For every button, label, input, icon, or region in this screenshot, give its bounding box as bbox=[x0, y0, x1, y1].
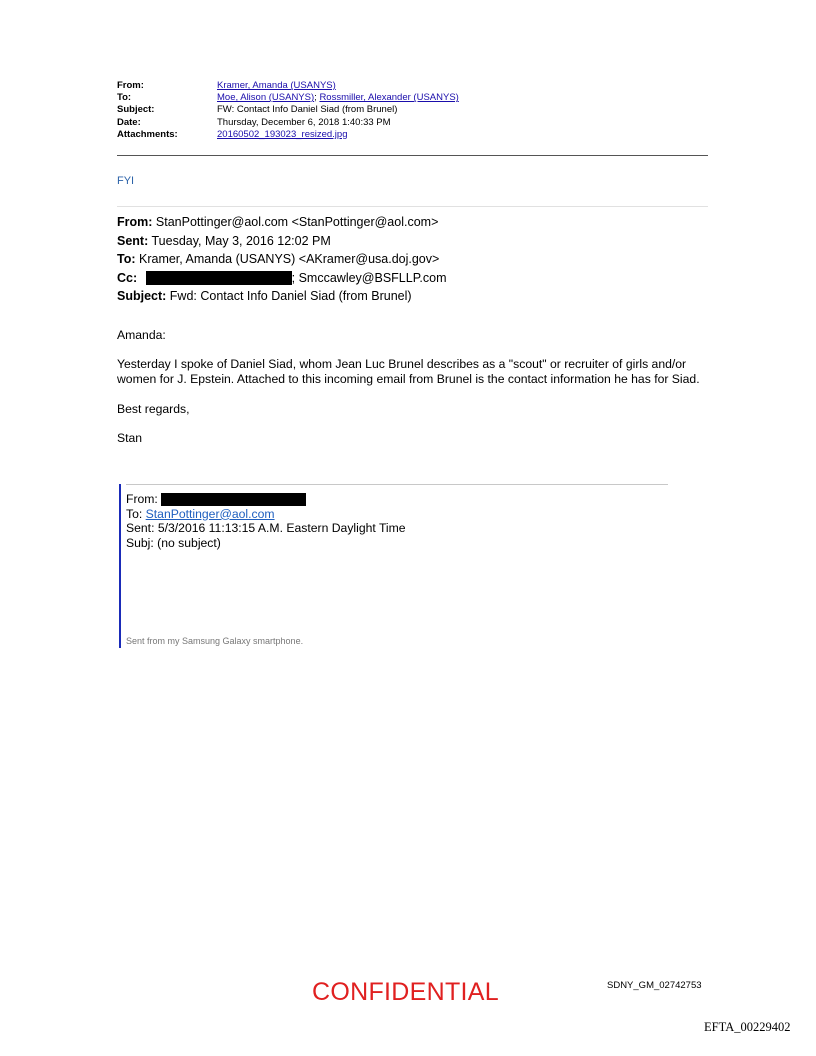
to-link-1[interactable]: Moe, Alison (USANYS) bbox=[217, 92, 315, 104]
fwd-to-label: To: bbox=[117, 252, 136, 267]
email-header bbox=[117, 80, 707, 141]
fwd-to-row bbox=[117, 250, 447, 269]
attachments-label: Attachments: bbox=[117, 128, 178, 140]
message-body bbox=[117, 328, 707, 460]
quoted-divider bbox=[126, 484, 668, 485]
header-divider bbox=[117, 155, 708, 156]
header-subject-row bbox=[117, 104, 707, 116]
fwd-from-label: From: bbox=[117, 215, 153, 229]
subject-value: FW: Contact Info Daniel Siad (from Brunel) bbox=[217, 104, 398, 116]
date-label: Date: bbox=[117, 116, 141, 128]
date-value: Thursday, December 6, 2018 1:40:33 PM bbox=[217, 116, 391, 128]
device-signature: Sent from my Samsung Galaxy smartphone. bbox=[126, 636, 304, 646]
fyi-note: FYI bbox=[117, 175, 135, 187]
subject-label: Subject: bbox=[117, 104, 155, 116]
redaction-block bbox=[146, 271, 292, 285]
signature: Stan bbox=[117, 430, 143, 445]
fwd-sent-row bbox=[117, 232, 447, 251]
fwd-cc-row bbox=[117, 269, 447, 288]
quoted-message bbox=[126, 492, 406, 550]
header-from-row bbox=[117, 80, 707, 92]
quoted-to-label: To: bbox=[126, 506, 146, 521]
quoted-from-row bbox=[126, 492, 406, 507]
quoted-from-label: From: bbox=[126, 492, 162, 506]
fwd-subject-label: Subject: bbox=[117, 289, 167, 304]
attachment-link[interactable]: 20160502_193023_resized.jpg bbox=[217, 128, 348, 140]
quoted-to-link[interactable]: StanPottinger@aol.com bbox=[145, 506, 275, 521]
fwd-from-value: StanPottinger@aol.com <StanPottinger@aol.com> bbox=[152, 215, 439, 229]
closing: Best regards, bbox=[117, 401, 190, 416]
quoted-subj-line: Subj: (no subject) bbox=[126, 535, 221, 550]
to-link-2[interactable]: Rossmiller, Alexander (USANYS) bbox=[319, 92, 459, 104]
fwd-cc-label: Cc: bbox=[117, 270, 138, 285]
efta-number: EFTA_00229402 bbox=[704, 1020, 791, 1034]
header-date-row bbox=[117, 117, 707, 129]
header-to-row bbox=[117, 92, 707, 104]
fwd-sent-label: Sent: bbox=[117, 233, 149, 248]
fwd-sent-value: Tuesday, May 3, 2016 12:02 PM bbox=[148, 233, 331, 248]
quoted-to-row bbox=[126, 507, 406, 522]
fwd-cc-value: ; Smccawley@BSFLLP.com bbox=[291, 270, 447, 285]
fwd-to-value: Kramer, Amanda (USANYS) <AKramer@usa.doj.gov> bbox=[135, 252, 440, 267]
bates-number: SDNY_GM_02742753 bbox=[607, 980, 702, 991]
greeting: Amanda: bbox=[117, 328, 166, 342]
fwd-subject-value: Fwd: Contact Info Daniel Siad (from Brunel) bbox=[166, 289, 412, 304]
fwd-subject-row bbox=[117, 287, 447, 306]
confidential-stamp: CONFIDENTIAL bbox=[312, 978, 499, 1006]
forward-divider bbox=[117, 206, 708, 207]
fwd-from-row bbox=[117, 213, 447, 232]
to-label: To: bbox=[117, 92, 132, 104]
to-separator: ; bbox=[314, 92, 320, 104]
from-label: From: bbox=[117, 80, 144, 91]
forwarded-header bbox=[117, 213, 447, 306]
redaction-block bbox=[161, 493, 306, 506]
header-attachments-row bbox=[117, 129, 707, 141]
from-link[interactable]: Kramer, Amanda (USANYS) bbox=[217, 80, 336, 91]
body-paragraph: Yesterday I spoke of Daniel Siad, whom Jean Luc Brunel describes as a "scout" or recruiter of girls and/or women for J. Epstein. Attached to this incoming email from Brunel is the contact information he has for Siad. bbox=[117, 357, 700, 387]
quoted-sent-line: Sent: 5/3/2016 11:13:15 A.M. Eastern Daylight Time bbox=[126, 521, 406, 536]
